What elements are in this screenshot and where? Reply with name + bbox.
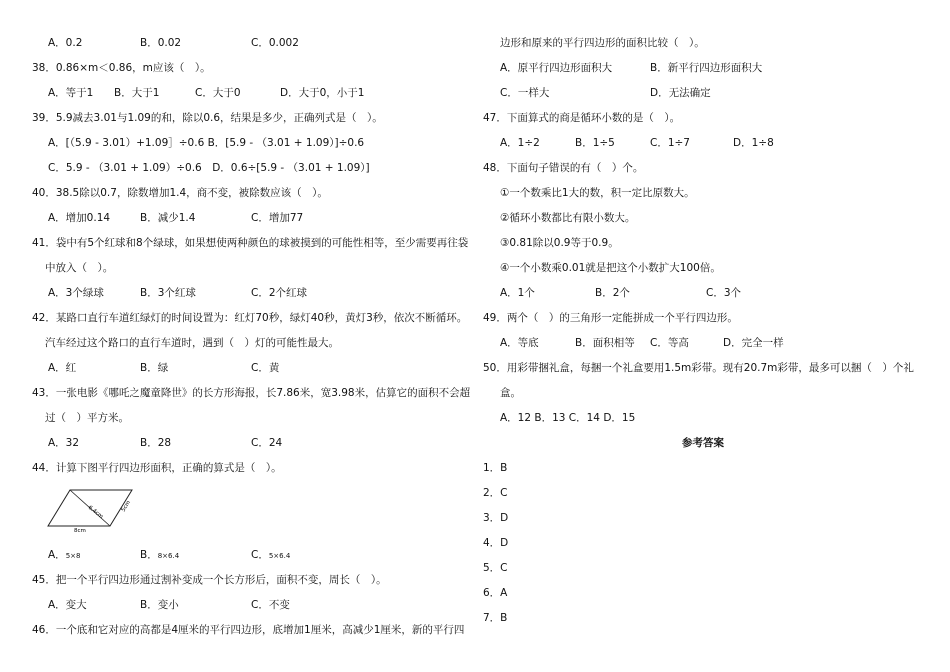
q42-option-a: A．红 — [48, 362, 77, 374]
q47-option-a: A．1÷2 — [500, 137, 540, 149]
q45-option-c: C．不变 — [251, 599, 290, 611]
fig-label-side: 5cm — [120, 499, 132, 514]
q44-option-b — [140, 548, 179, 563]
fig-label-base: 8cm — [74, 528, 86, 534]
q50-text-line1: 50．用彩带捆礼盒，每捆一个礼盒要用1.5m彩带。现有20.7m彩带，最多可以捆（ ）个礼 — [483, 362, 914, 374]
q42-option-c: C．黄 — [251, 362, 280, 374]
q44-text: 44．计算下图平行四边形面积，正确的算式是（ ）。 — [32, 462, 282, 474]
q48-text: 48．下面句子错误的有（ ）个。 — [483, 162, 644, 174]
q48-statement-3: ③0.81除以0.9等于0.9。 — [500, 237, 619, 249]
q41-option-a: A．3个绿球 — [48, 287, 104, 299]
q47-option-c: C．1÷7 — [650, 137, 690, 149]
q47-option-b: B．1÷5 — [575, 137, 615, 149]
q44-option-c — [251, 548, 290, 563]
q46-option-b: B．新平行四边形面积大 — [650, 62, 763, 74]
q49-option-c: C．等高 — [650, 337, 689, 349]
q38-text: 38．0.86×m＜0.86，m应该（ ）。 — [32, 62, 211, 74]
q46-option-a: A．原平行四边形面积大 — [500, 62, 613, 74]
q48-statement-4: ④一个小数乘0.01就是把这个小数扩大100倍。 — [500, 262, 721, 274]
q45-option-a: A．变大 — [48, 599, 87, 611]
q41-text-line2: 中放入（ ）。 — [45, 262, 114, 274]
answers-title: 参考答案 — [682, 437, 724, 449]
q38-option-c: C．大于0 — [195, 87, 241, 99]
q42-option-b: B．绿 — [140, 362, 169, 374]
parallelogram-figure — [44, 484, 136, 534]
answer-4: 4．D — [483, 537, 509, 549]
q44-option-b-expr: 8×6.4 — [157, 552, 180, 560]
q43-option-a: A．32 — [48, 437, 80, 449]
q46-text-line2: 边形和原来的平行四边形的面积比较（ ）。 — [500, 37, 705, 49]
q44-option-a — [48, 548, 80, 563]
q44-option-b-letter: B． — [140, 549, 158, 561]
q47-text: 47．下面算式的商是循环小数的是（ ）。 — [483, 112, 681, 124]
q37-option-a: A．0.2 — [48, 37, 83, 49]
q46-option-d: D．无法确定 — [650, 87, 711, 99]
q44-option-c-expr: 5×6.4 — [268, 552, 291, 560]
q38-option-d: D．大于0，小于1 — [280, 87, 365, 99]
q50-options: A．12 B．13 C．14 D．15 — [500, 412, 636, 424]
q43-text-line1: 43．一张电影《哪吒之魔童降世》的长方形海报，长7.86米，宽3.98米，估算它的面积不会超 — [32, 387, 471, 399]
q49-option-a: A．等底 — [500, 337, 539, 349]
q42-text-line2: 汽车经过这个路口的直行车道时，遇到（ ）灯的可能性最大。 — [45, 337, 339, 349]
q49-option-b: B．面积相等 — [575, 337, 635, 349]
q46-option-c: C．一样大 — [500, 87, 550, 99]
q44-option-a-expr: 5×8 — [65, 552, 81, 560]
q46-text-line1: 46．一个底和它对应的高都是4厘米的平行四边形，底增加1厘米，高减少1厘米，新的平行四 — [32, 624, 465, 636]
q49-option-d: D．完全一样 — [723, 337, 784, 349]
q41-option-c: C．2个红球 — [251, 287, 308, 299]
q48-option-b: B．2个 — [595, 287, 630, 299]
q40-option-c: C．增加77 — [251, 212, 304, 224]
q45-option-b: B．变小 — [140, 599, 179, 611]
q48-option-a: A．1个 — [500, 287, 535, 299]
q48-statement-1: ①一个数乘比1大的数，积一定比原数大。 — [500, 187, 695, 199]
q47-option-d: D．1÷8 — [733, 137, 774, 149]
answer-3: 3．D — [483, 512, 509, 524]
answer-7: 7．B — [483, 612, 508, 624]
q37-option-c: C．0.002 — [251, 37, 299, 49]
fig-label-slant: 6.4cm — [86, 504, 104, 521]
answer-5: 5．C — [483, 562, 508, 574]
answer-2: 2．C — [483, 487, 508, 499]
q44-option-c-letter: C． — [251, 549, 269, 561]
q39-text: 39．5.9减去3.01与1.09的和，除以0.6，结果是多少，正确列式是（ ）。 — [32, 112, 383, 124]
q40-option-b: B．减少1.4 — [140, 212, 196, 224]
q48-option-c: C．3个 — [706, 287, 742, 299]
q43-text-line2: 过（ ）平方米。 — [45, 412, 129, 424]
answer-1: 1．B — [483, 462, 508, 474]
q38-option-a: A．等于1 — [48, 87, 94, 99]
q43-option-b: B．28 — [140, 437, 172, 449]
q39-options-cd: C．5.9 - （3.01 + 1.09）÷0.6 D．0.6÷[5.9 - （3.01 + 1.09）] — [48, 162, 370, 174]
q50-text-line2: 盒。 — [500, 387, 521, 399]
q42-text-line1: 42．某路口直行车道红绿灯的时间设置为：红灯70秒，绿灯40秒，黄灯3秒，依次不断循环。 — [32, 312, 468, 324]
q41-text-line1: 41．袋中有5个红球和8个绿球，如果想使两种颜色的球被摸到的可能性相等，至少需要再往袋 — [32, 237, 469, 249]
q43-option-c: C．24 — [251, 437, 283, 449]
q40-text: 40．38.5除以0.7，除数增加1.4，商不变，被除数应该（ ）。 — [32, 187, 328, 199]
q45-text: 45．把一个平行四边形通过割补变成一个长方形后，面积不变，周长（ ）。 — [32, 574, 387, 586]
q41-option-b: B．3个红球 — [140, 287, 196, 299]
q38-option-b: B．大于1 — [114, 87, 160, 99]
q40-option-a: A．增加0.14 — [48, 212, 111, 224]
q39-options-ab: A．[（5.9 - 3.01）+1.09］÷0.6 B．[5.9 - （3.01 + 1.09）]÷0.6 — [48, 137, 365, 149]
q48-statement-2: ②循环小数都比有限小数大。 — [500, 212, 636, 224]
answer-6: 6．A — [483, 587, 508, 599]
q49-text: 49．两个（ ）的三角形一定能拼成一个平行四边形。 — [483, 312, 738, 324]
q37-option-b: B．0.02 — [140, 37, 182, 49]
q44-option-a-letter: A． — [48, 549, 66, 561]
